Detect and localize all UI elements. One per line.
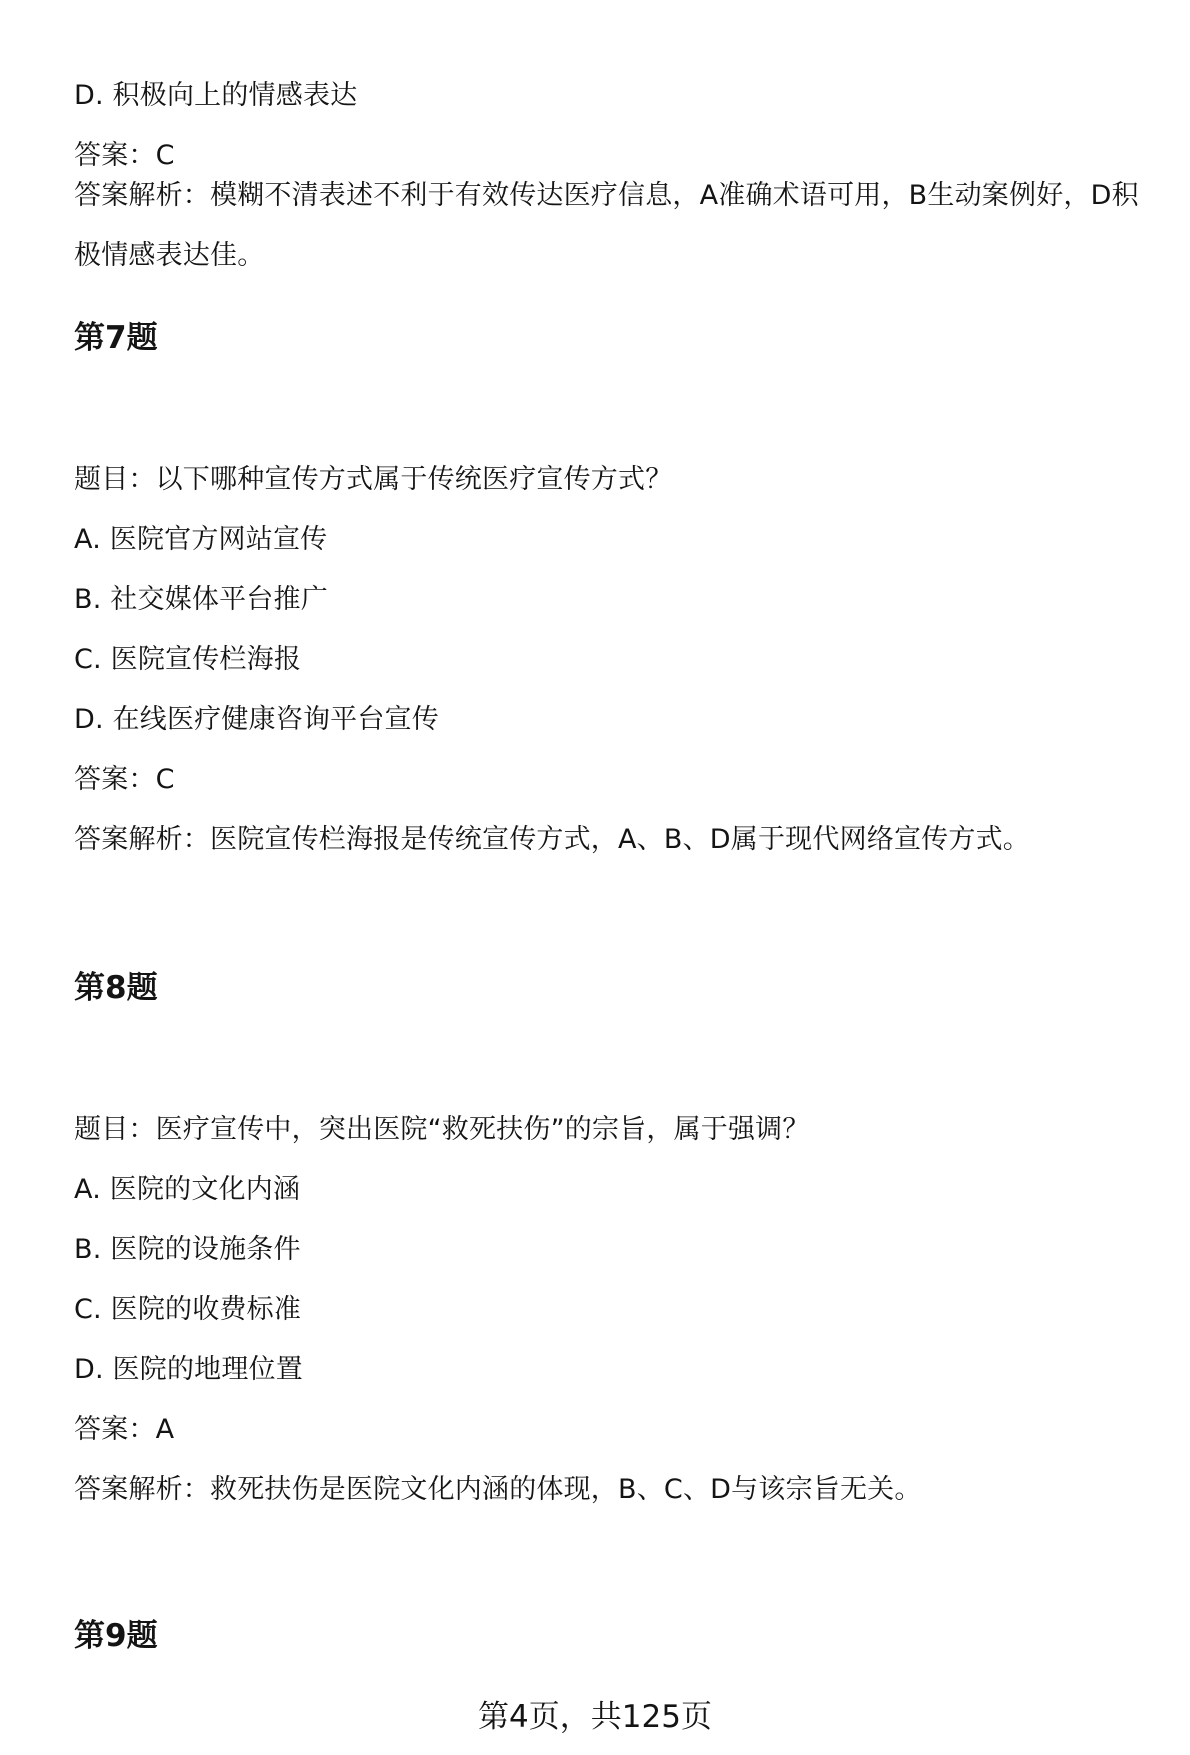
question-7-answer: 答案：C [74,764,175,795]
question-7-option-b: B. 社交媒体平台推广 [74,584,328,615]
question-8-option-c: C. 医院的收费标准 [74,1294,302,1325]
question-8-heading: 第8题 [74,970,158,1006]
question-8-explanation: 答案解析：救死扶伤是医院文化内涵的体现，B、C、D与该宗旨无关。 [74,1474,922,1505]
option-d-prev: D. 积极向上的情感表达 [74,80,358,111]
question-8-option-a: A. 医院的文化内涵 [74,1174,301,1205]
explanation-prev: 答案解析：模糊不清表述不利于有效传达医疗信息，A准确术语可用，B生动案例好，D积极情感表达佳。 [74,180,1139,271]
question-8-text: 题目：医疗宣传中，突出医院“救死扶伤”的宗旨，属于强调？ [74,1114,810,1145]
question-8-option-b: B. 医院的设施条件 [74,1234,301,1265]
question-7-option-c: C. 医院宣传栏海报 [74,644,302,675]
question-7-heading: 第7题 [74,320,158,356]
question-7-option-d: D. 在线医疗健康咨询平台宣传 [74,704,439,735]
question-9-heading: 第9题 [74,1618,158,1654]
question-7-text: 题目：以下哪种宣传方式属于传统医疗宣传方式？ [74,464,673,495]
question-7-option-a: A. 医院官方网站宣传 [74,524,328,555]
answer-prev: 答案：C [74,140,175,171]
question-8-option-d: D. 医院的地理位置 [74,1354,303,1385]
question-7-explanation: 答案解析：医院宣传栏海报是传统宣传方式，A、B、D属于现代网络宣传方式。 [74,824,1030,855]
question-8-answer: 答案：A [74,1414,175,1445]
page-footer: 第4页，共125页 [478,1699,712,1735]
